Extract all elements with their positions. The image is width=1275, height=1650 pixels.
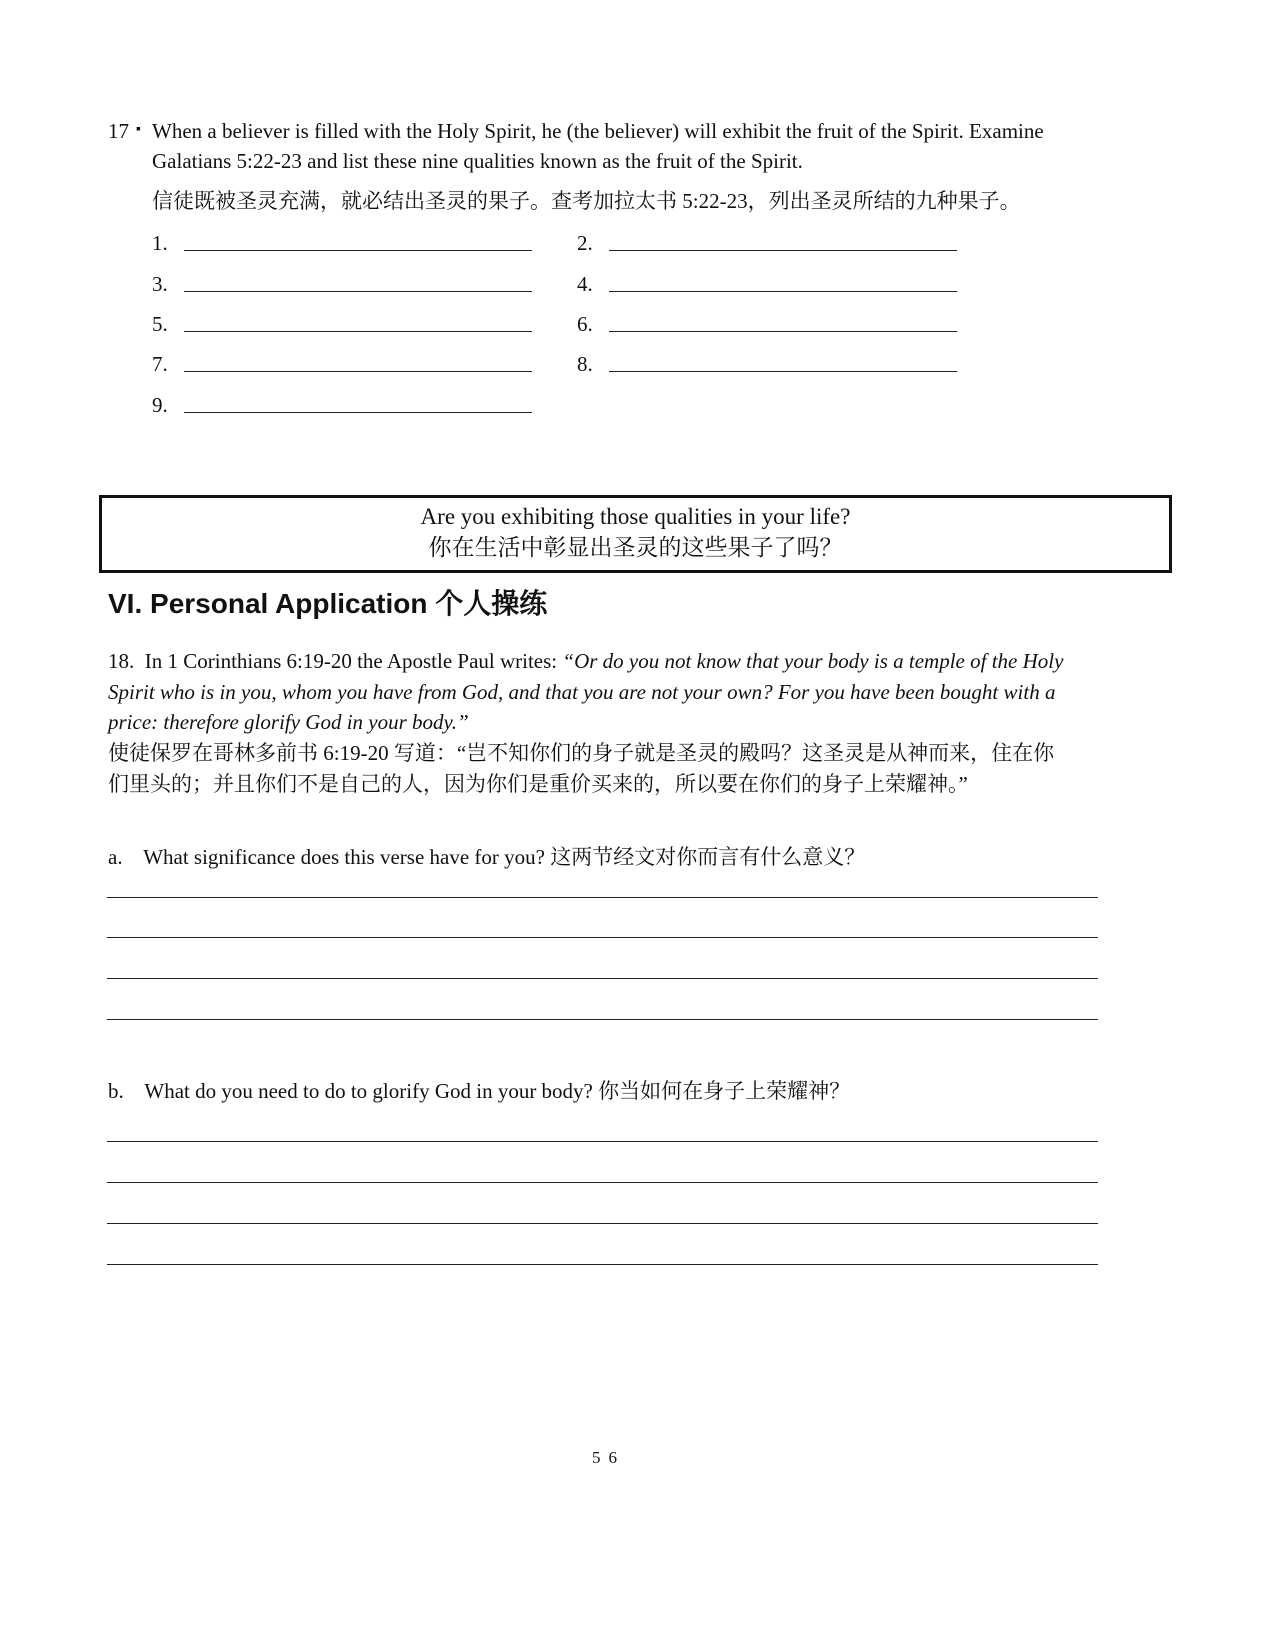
answer-a-line-1[interactable] xyxy=(107,897,1098,898)
scripture-chinese-line1: 使徒保罗在哥林多前书 6:19-20 写道：“岂不知你们的身子就是圣灵的殿吗？这圣灵是从神而来，住在你 xyxy=(108,741,1055,765)
bullet-icon: ▪ xyxy=(136,122,141,137)
question-18-line1 xyxy=(108,646,1063,677)
fruit-item-number: 5. xyxy=(152,312,168,336)
question-18-intro: In 1 Corinthians 6:19-20 the Apostle Paul writes: xyxy=(144,649,558,673)
answer-a-line-4[interactable] xyxy=(107,1019,1098,1020)
question-18-number: 18. xyxy=(108,649,135,673)
fruit-answer-line-9[interactable] xyxy=(184,412,532,413)
sub-question-a xyxy=(108,842,865,873)
fruit-item-number: 4. xyxy=(577,272,593,296)
scripture-quote-part3: price: therefore glorify God in your body.” xyxy=(108,710,469,734)
section-title-chinese: 个人操练 xyxy=(435,587,548,620)
fruit-item-number: 9. xyxy=(152,393,168,417)
callout-chinese: 你在生活中彰显出圣灵的这些果子了吗？ xyxy=(428,535,843,560)
fruit-item-number: 2. xyxy=(577,231,593,255)
scripture-quote-part1: “Or do you not know that your body is a temple of the Holy xyxy=(562,649,1064,673)
fruit-answer-line-1[interactable] xyxy=(184,250,532,251)
answer-b-line-1[interactable] xyxy=(107,1141,1098,1142)
fruit-item-number: 3. xyxy=(152,272,168,296)
answer-b-line-2[interactable] xyxy=(107,1182,1098,1183)
callout-english: Are you exhibiting those qualities in your life? xyxy=(420,504,851,529)
sub-question-a-text: What significance does this verse have for you? 这两节经文对你而言有什么意义？ xyxy=(143,845,866,869)
fruit-answer-line-8[interactable] xyxy=(609,371,957,372)
fruit-answer-line-7[interactable] xyxy=(184,371,532,372)
answer-a-line-2[interactable] xyxy=(107,937,1098,938)
fruit-answer-line-3[interactable] xyxy=(184,291,532,292)
fruit-item-number: 1. xyxy=(152,231,168,255)
question-17-number: 17 xyxy=(108,119,129,143)
section-title-english: VI. Personal Application xyxy=(108,588,428,619)
fruit-answer-line-5[interactable] xyxy=(184,331,532,332)
fruit-item-number: 6. xyxy=(577,312,593,336)
fruit-answer-line-2[interactable] xyxy=(609,250,957,251)
sub-question-b xyxy=(108,1076,850,1107)
sub-question-b-text: What do you need to do to glorify God in your body? 你当如何在身子上荣耀神？ xyxy=(144,1079,851,1103)
fruit-item-number: 7. xyxy=(152,352,168,376)
answer-a-line-3[interactable] xyxy=(107,978,1098,979)
reflection-callout-box xyxy=(99,495,1172,573)
fruit-answer-line-6[interactable] xyxy=(609,331,957,332)
scripture-quote-part2: Spirit who is in you, whom you have from God, and that you are not your own? For you have been bought with a xyxy=(108,680,1056,704)
fruit-item-number: 8. xyxy=(577,352,593,376)
sub-question-a-label: a. xyxy=(108,845,123,869)
answer-b-line-4[interactable] xyxy=(107,1264,1098,1265)
scripture-chinese-line2: 们里头的；并且你们不是自己的人，因为你们是重价买来的，所以要在你们的身子上荣耀神。” xyxy=(108,772,968,796)
sub-question-b-label: b. xyxy=(108,1079,124,1103)
question-17-chinese-text: 信徒既被圣灵充满，就必结出圣灵的果子。查考加拉太书 5:22-23，列出圣灵所结的九种果子。 xyxy=(152,189,1021,213)
page-number: 56 xyxy=(592,1448,625,1467)
question-17-text-line1: When a believer is filled with the Holy Spirit, he (the believer) will exhibit the fruit of the Spirit. Examine xyxy=(152,119,1044,143)
fruit-answer-line-4[interactable] xyxy=(609,291,957,292)
answer-b-line-3[interactable] xyxy=(107,1223,1098,1224)
section-heading xyxy=(108,586,547,622)
question-17-text-line2: Galatians 5:22-23 and list these nine qualities known as the fruit of the Spirit. xyxy=(152,149,803,173)
